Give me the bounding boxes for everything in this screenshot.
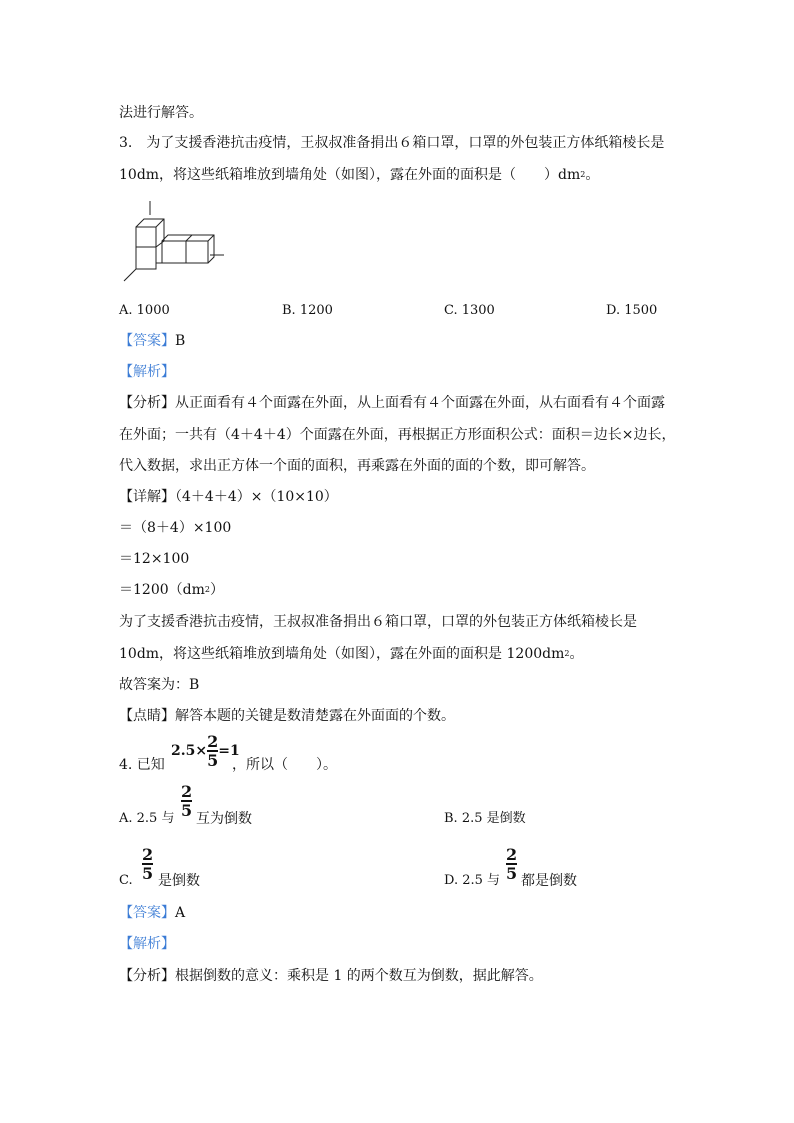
q4-option-c: C. [119, 873, 133, 888]
detail-tag: 【详解】 [119, 489, 175, 505]
fraction-two-fifths [506, 847, 517, 881]
analysis-line-1 [119, 394, 665, 412]
restate-text: 10dm，将这些纸箱堆放到墙角处（如图），露在外面的面积是 1200dm [119, 646, 565, 662]
detail-text: （4＋4＋4）×（10×10） [175, 489, 338, 505]
superscript: 2 [564, 649, 570, 658]
fraction-two-fifths [181, 784, 192, 818]
answer-4-line [119, 904, 185, 922]
option-a: A. 1000 [119, 303, 170, 318]
denominator: 5 [181, 801, 193, 820]
numerator: 2 [181, 782, 193, 801]
denominator: 5 [142, 864, 154, 883]
numerator: 2 [142, 845, 154, 864]
question-4-tail: ，所以（ ）。 [232, 757, 337, 773]
detail-close: ） [209, 582, 224, 598]
detail-line-3: ＝12×100 [119, 551, 190, 567]
cube-edge [156, 219, 164, 227]
cube-stack-figure [118, 197, 238, 287]
question-3-line-1: 3. 为了支援香港抗击疫情，王叔叔准备捐出６箱口罩，口罩的外包装正方体纸箱棱长是 [119, 135, 665, 151]
analysis-line-2: 在外面；一共有（4＋4＋4）个面露在外面，再根据正方形面积公式：面积＝边长×边长， [119, 427, 676, 443]
given-equation [171, 734, 240, 768]
detail-result: ＝1200（dm [119, 582, 205, 598]
question-4-line: 4. 已知 [119, 757, 165, 773]
key-point-tag: 【点睛】 [119, 708, 175, 724]
analysis-tag: 【解析】 [119, 364, 175, 380]
question-3-line-2 [119, 166, 599, 184]
fraction-two-fifths [207, 734, 218, 768]
q4-option-b: B. 2.5 是倒数 [444, 811, 526, 826]
analysis-4-heading [119, 935, 175, 953]
analysis-line-3: 代入数据，求出正方体一个面的面积，再乘露在外面的面的个数，即可解答。 [119, 458, 595, 474]
denominator: 5 [207, 751, 219, 770]
analysis-tag: 【解析】 [119, 936, 175, 952]
option-d: D. 1500 [606, 303, 658, 318]
q4-option-a: A. 2.5 与 [119, 811, 175, 826]
fraction-two-fifths [142, 847, 153, 881]
q4-option-d-tail: 都是倒数 [521, 873, 577, 889]
option-b: B. 1200 [282, 303, 333, 318]
denominator: 5 [506, 864, 518, 883]
cube-face [136, 247, 156, 269]
final-answer-line: 故答案为：B [119, 677, 200, 693]
superscript: 2 [580, 170, 586, 179]
equation-left: 2.5× [171, 743, 208, 759]
key-point-line [119, 707, 455, 725]
cube-face [136, 227, 156, 247]
numerator: 2 [207, 732, 219, 751]
cube-edge [208, 235, 214, 241]
floor-edge-line [124, 269, 136, 281]
cube-face [186, 241, 208, 263]
cube-face [162, 241, 186, 263]
answer-tag: 【答案】 [119, 905, 175, 921]
restate-end: 。 [569, 646, 584, 662]
q4-option-d: D. 2.5 与 [444, 873, 501, 888]
text-line: 法进行解答。 [119, 105, 203, 121]
analysis-4-line [119, 967, 543, 985]
restate-line-2 [119, 645, 583, 663]
answer-line [119, 332, 185, 350]
q3-end: 。 [585, 167, 600, 183]
detail-line-1 [119, 488, 338, 506]
fenxi-text: 根据倒数的意义：乘积是 1 的两个数互为倒数，据此解答。 [175, 968, 543, 984]
fenxi-tag: 【分析】 [119, 968, 175, 984]
fenxi-tag: 【分析】 [119, 395, 175, 411]
analysis-heading [119, 363, 175, 381]
q4-option-a-tail: 互为倒数 [196, 811, 252, 827]
cube-edge [186, 235, 192, 241]
q4-option-c-tail: 是倒数 [158, 873, 200, 889]
superscript: 2 [204, 585, 210, 594]
answer-value: A [175, 905, 186, 921]
detail-line-4 [119, 581, 224, 599]
key-point-text: 解答本题的关键是数清楚露在外面面的个数。 [175, 708, 455, 724]
fenxi-text: 从正面看有４个面露在外面，从上面看有４个面露在外面，从右面看有４个面露 [175, 395, 665, 411]
q3-text: 10dm，将这些纸箱堆放到墙角处（如图），露在外面的面积是（ ）dm [119, 167, 581, 183]
detail-line-2: ＝（8＋4）×100 [119, 520, 232, 536]
numerator: 2 [506, 845, 518, 864]
answer-tag: 【答案】 [119, 333, 175, 349]
answer-value: B [175, 333, 186, 349]
option-c: C. 1300 [444, 303, 495, 318]
equation-right: =1 [218, 743, 240, 759]
restate-line-1: 为了支援香港抗击疫情，王叔叔准备捐出６箱口罩，口罩的外包装正方体纸箱棱长是 [119, 614, 637, 630]
